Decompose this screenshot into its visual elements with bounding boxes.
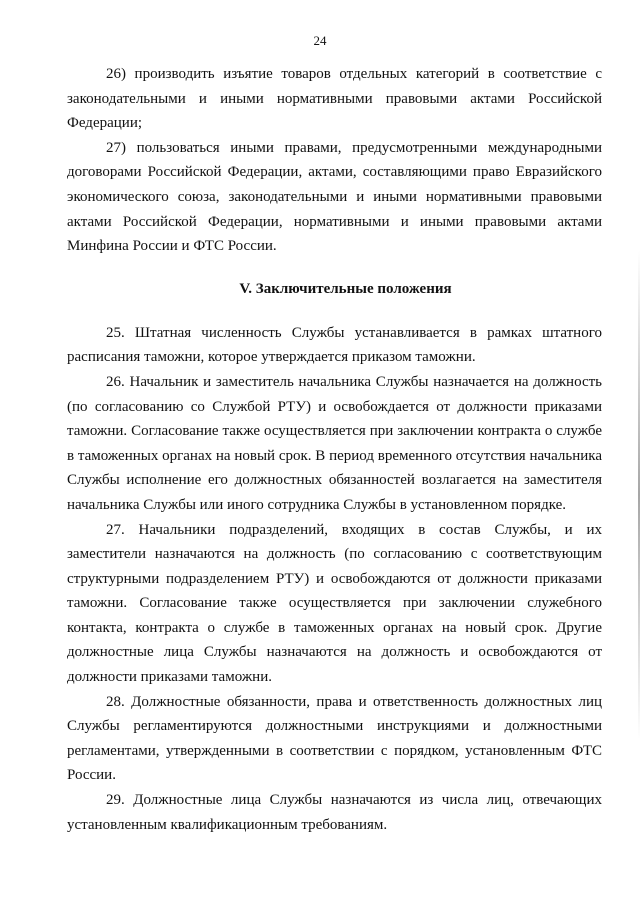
section-heading: V. Заключительные положения: [239, 280, 452, 297]
paragraph-item-27: 27) пользоваться иными правами, предусмотренными международными договорами Российской Федерации, актами, составляющими право Евразийского экономического союза, законодательными и иными нормативными правовыми актами Российской Федерации, нормативными и иными правовыми актами Минфина России и ФТС России.: [67, 139, 602, 255]
paragraph-item-26: 26) производить изъятие товаров отдельных категорий в соответствие с законодательными и иными нормативными правовыми актами Российской Федерации;: [67, 66, 602, 132]
paragraph-clause-26: 26. Начальник и заместитель начальника Службы назначается на должность (по согласованию со Службой РТУ) и освобождается от должности приказами таможни. Согласование также осуществляется при заключении контракта о службе в таможенных органах на новый срок. В период временного отсутствия начальника Службы исполнение его должностных обязанностей возлагается на заместителя начальника Службы или иного сотрудника Службы в установленном порядке.: [67, 373, 602, 513]
document-body: [67, 62, 602, 837]
page-number: 24: [313, 33, 327, 48]
paragraph-clause-27: 27. Начальники подразделений, входящих в состав Службы, и их заместители назначаются на должность (по согласованию с соответствующим структурными подразделением РТУ) и освобождаются от должности приказами таможни. Согласование также осуществляется при заключении служебного контакта, контракта о службе в таможенных органах на новый срок. Другие должностные лица Службы назначаются на должность и освобождаются от должности приказами таможни.: [67, 521, 602, 686]
paragraph-clause-28: 28. Должностные обязанности, права и ответственность должностных лиц Службы регламентируются должностными инструкциями и должностными регламентами, утвержденными в соответствии с порядком, установленным ФТС России.: [67, 693, 602, 784]
paragraph-clause-25: 25. Штатная численность Службы устанавливается в рамках штатного расписания таможни, которое утверждается приказом таможни.: [67, 324, 602, 366]
paragraph-clause-29: 29. Должностные лица Службы назначаются из числа лиц, отвечающих установленным квалификационным требованиям.: [67, 792, 602, 833]
